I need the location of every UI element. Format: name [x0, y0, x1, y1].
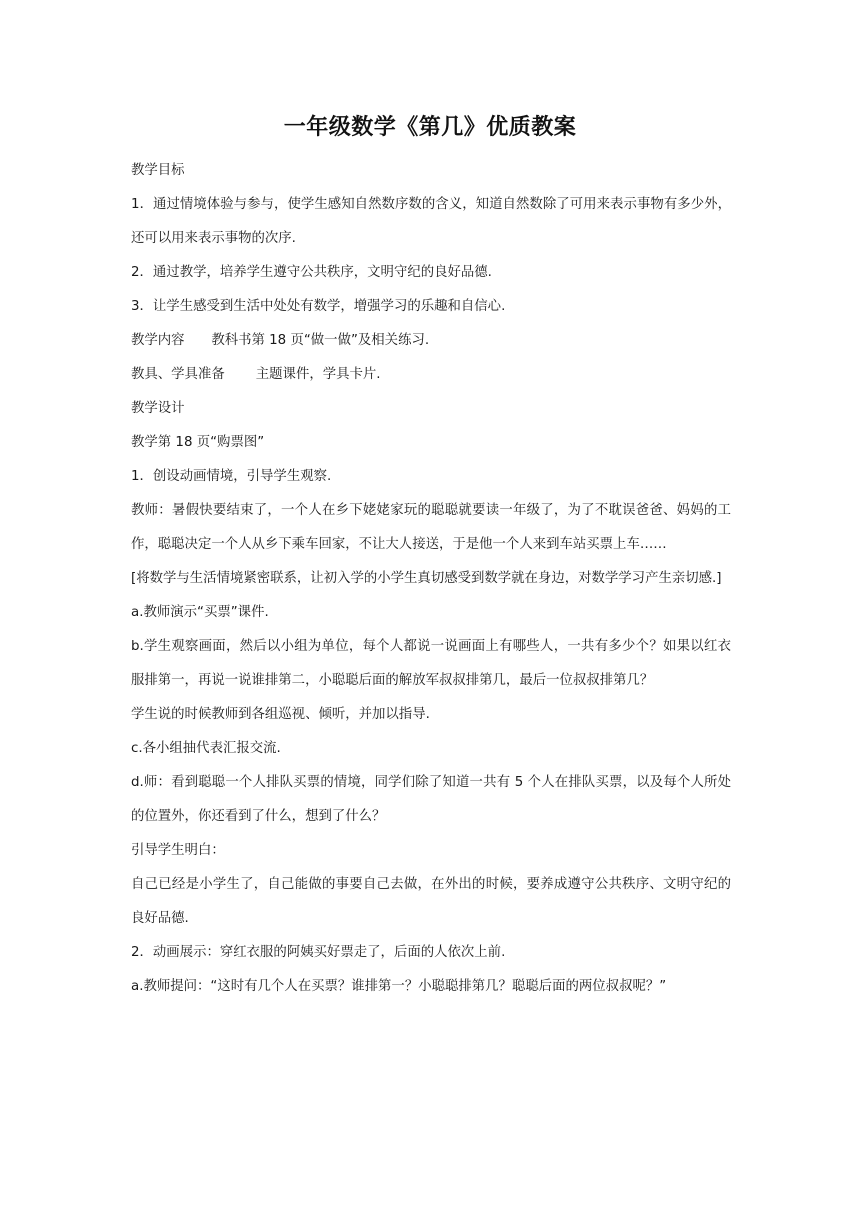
- heading-teaching-goals: 教学目标: [131, 163, 185, 178]
- teacher-narration: 教师：暑假快要结束了，一个人在乡下姥姥家玩的聪聪就要读一年级了，为了不耽误爸爸、妈妈的工作，聪聪决定一个人从乡下乘车回家，不让大人接送，于是他一个人来到车站买票上车……: [131, 503, 731, 552]
- heading-teaching-design: 教学设计: [131, 401, 185, 416]
- step-1-heading: 1．创设动画情境，引导学生观察.: [131, 469, 332, 484]
- document-title: 一年级数学《第几》优质教案: [283, 115, 577, 140]
- design-note: [将数学与生活情境紧密联系，让初入学的小学生真切感受到数学就在身边，对数学学习产生亲切感.]: [131, 571, 722, 586]
- guide-students: 引导学生明白：: [131, 843, 225, 858]
- moral-lesson: 自己已经是小学生了，自己能做的事要自己去做，在外出的时候，要养成遵守公共秩序、文明守纪的良好品德.: [131, 877, 731, 926]
- step-1-d: d.师：看到聪聪一个人排队买票的情境，同学们除了知道一共有 5 个人在排队买票，以及每个人所处的位置外，你还看到了什么，想到了什么？: [131, 775, 731, 824]
- step-1-c: c.各小组抽代表汇报交流.: [131, 741, 281, 756]
- step-2-a: a.教师提问：“这时有几个人在买票？谁排第一？小聪聪排第几？聪聪后面的两位叔叔呢？”: [131, 979, 667, 994]
- goal-item-3: 3．让学生感受到生活中处处有数学，增强学习的乐趣和自信心.: [131, 299, 506, 314]
- step-1-a: a.教师演示“买票”课件.: [131, 605, 269, 620]
- teacher-guidance: 学生说的时候教师到各组巡视、倾听，并加以指导.: [131, 707, 430, 722]
- document-body: [131, 154, 731, 1004]
- goal-item-1: 1．通过情境体验与参与，使学生感知自然数序数的含义，知道自然数除了可用来表示事物有多少外，还可以用来表示事物的次序.: [131, 197, 731, 246]
- lesson-topic: 教学第 18 页“购票图”: [131, 435, 265, 450]
- goal-item-2: 2．通过教学，培养学生遵守公共秩序，文明守纪的良好品德.: [131, 265, 492, 280]
- step-2-heading: 2．动画展示：穿红衣服的阿姨买好票走了，后面的人依次上前.: [131, 945, 506, 960]
- teaching-materials: 教具、学具准备 主题课件，学具卡片.: [131, 367, 381, 382]
- step-1-b: b.学生观察画面，然后以小组为单位，每个人都说一说画面上有哪些人，一共有多少个？如果以红衣服排第一，再说一说谁排第二，小聪聪后面的解放军叔叔排第几，最后一位叔叔排第几？: [131, 639, 731, 688]
- teaching-content: 教学内容 教科书第 18 页“做一做”及相关练习.: [131, 333, 430, 348]
